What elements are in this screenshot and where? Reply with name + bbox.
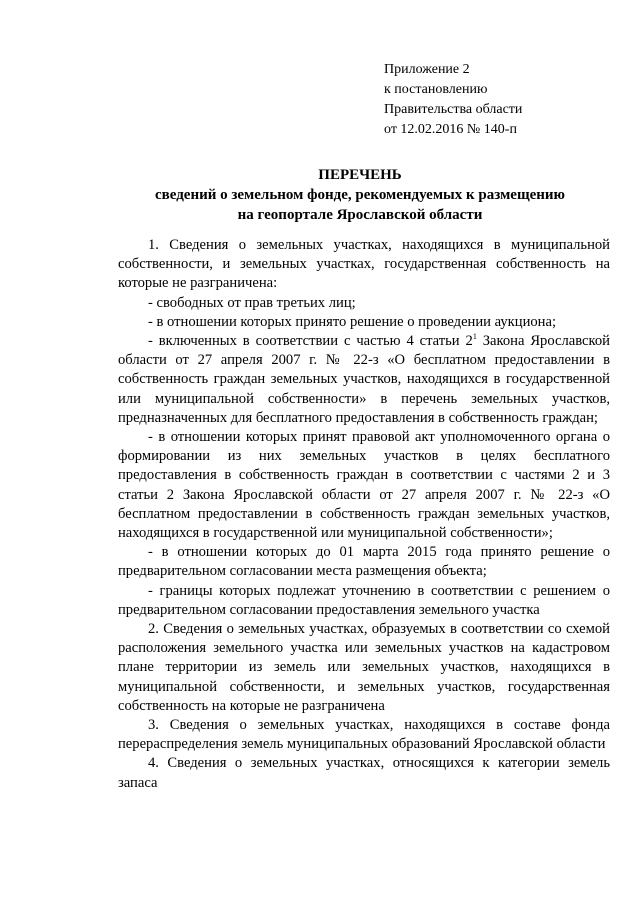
document-title	[80, 165, 640, 225]
appendix-to-resolution: к постановлению	[384, 82, 488, 97]
title-heading: ПЕРЕЧЕНЬ	[318, 167, 402, 183]
title-subheading-line2: на геопортале Ярославской области	[237, 207, 483, 223]
appendix-date-number: от 12.02.2016 № 140-п	[384, 122, 517, 137]
list-subitem-1c-text-end: Закона Ярославской области от 27 апреля 2007 г. № 22-з «О бесплатном предоставлении в собственность граждан земельных участков, находящихся в государственной или муниципальной собственности» в перечень земельных участков, предназначенных для бесплатного предоставления в собственность граждан;	[118, 333, 610, 426]
list-subitem-1f: - границы которых подлежат уточнению в соответствии с решением о предварительном согласовании предоставления земельного участка	[118, 582, 610, 618]
list-item-3: 3. Сведения о земельных участках, находящихся в составе фонда перераспределения земель муниципальных образований Ярославской области	[118, 717, 610, 753]
superscript-article-mark: 1	[472, 332, 477, 342]
list-subitem-1c-text-start: - включенных в соответствии с частью 4 статьи 2	[148, 333, 473, 350]
appendix-reference	[384, 60, 522, 140]
list-subitem-1a: - свободных от прав третьих лиц;	[148, 294, 356, 311]
list-subitem-1d: - в отношении которых принят правовой акт уполномоченного органа о формировании из них земельных участков в целях бесплатного предоставления в собственность граждан в соответствии с частями 2 и 3 статьи 2 Закона Ярославской области от 27 апреля 2007 г. № 22-з «О бесплатном предоставлении в собственность граждан земельных участков, находящихся в государственной или муниципальной собственности»;	[118, 429, 610, 542]
list-item-4: 4. Сведения о земельных участках, относящихся к категории земель запаса	[118, 755, 610, 791]
title-subheading-line1: сведений о земельном фонде, рекомендуемых к размещению	[154, 187, 566, 203]
list-subitem-1c	[118, 332, 610, 428]
list-item-1: 1. Сведения о земельных участках, находящихся в муниципальной собственности, и земельных участках, государственная собственность на которые не разграничена:	[118, 237, 610, 292]
list-subitem-1e: - в отношении которых до 01 марта 2015 года принято решение о предварительном согласовании места размещения объекта;	[118, 544, 610, 580]
appendix-issuer: Правительства области	[384, 102, 523, 117]
appendix-number: Приложение 2	[384, 62, 470, 77]
document-body	[118, 236, 610, 793]
list-item-2: 2. Сведения о земельных участках, образуемых в соответствии со схемой расположения земельного участка или земельных участков на кадастровом плане территории из земель или земельных участков, находящихся в муниципальной собственности, и земельных участков, государственная собственность на которые не разграничена	[118, 621, 610, 714]
list-subitem-1b: - в отношении которых принято решение о проведении аукциона;	[148, 313, 557, 330]
